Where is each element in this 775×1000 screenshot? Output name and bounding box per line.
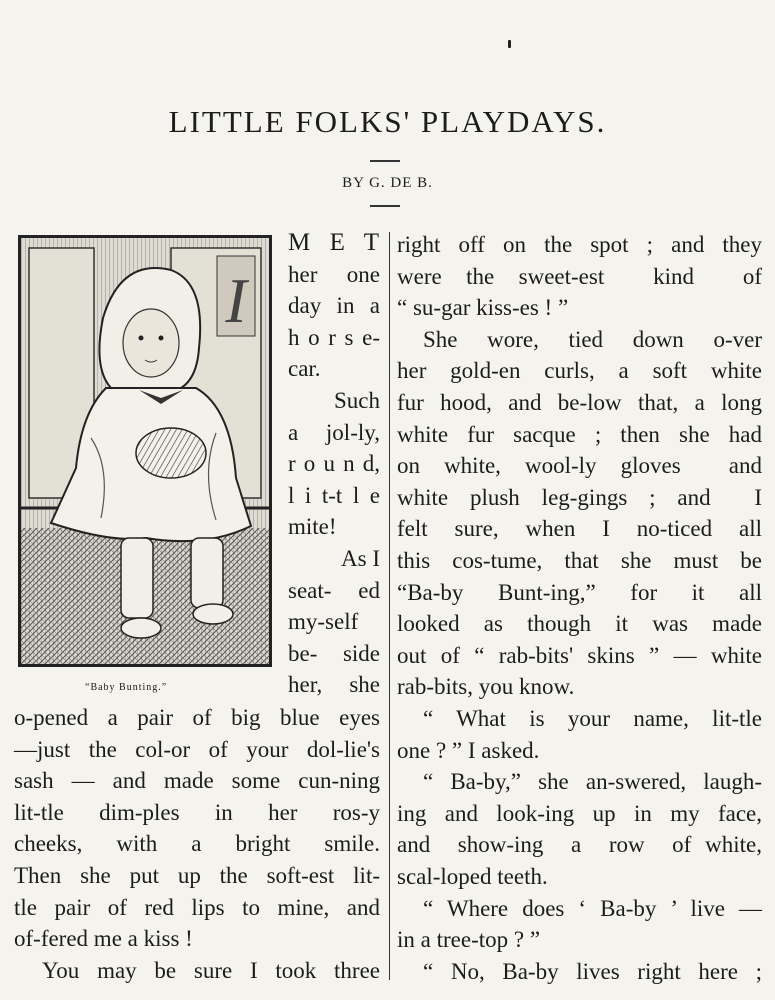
left-text-line: lit-tle dim-ples in her ros-y (14, 799, 380, 825)
narrow-text-line: M E T (288, 229, 380, 256)
narrow-text-line: As I (341, 546, 380, 571)
right-text-line: She wore, tied down o-ver (423, 326, 762, 352)
narrow-text-line: her one (288, 261, 380, 287)
right-text-line: her gold-en curls, a soft white (397, 358, 762, 384)
narrow-text-line: her, she (288, 672, 380, 698)
left-text-line: sash — and made some cun-ning (14, 768, 380, 794)
left-text-line: cheeks, with a bright smile. (14, 831, 380, 857)
narrow-text-line: Such (334, 388, 380, 413)
narrow-text-line: car. (288, 356, 321, 382)
right-text-line: ing and look-ing up in my face, (397, 800, 762, 826)
column-divider (389, 232, 390, 980)
right-text-line: “ Ba-by,” she an-swered, laugh- (423, 769, 762, 795)
narrow-text-line: h o r s e- (288, 324, 380, 350)
narrow-text-line: l i t-t l e (288, 482, 380, 508)
narrow-text-line: seat- ed (288, 577, 380, 603)
right-text-line: rab-bits, you know. (397, 674, 575, 700)
baby-bunting-illustration (18, 235, 272, 667)
article-title: LITTLE FOLKS' PLAYDAYS. (168, 104, 607, 139)
right-text-line: one ? ” I asked. (397, 737, 540, 763)
right-text-line: “ su-gar kiss-es ! ” (397, 295, 569, 321)
right-text-line: and show-ing a row of white, (397, 832, 762, 858)
right-text-line: this cos-tume, that she must be (397, 548, 762, 573)
illustration-caption: “Baby Bunting.” (85, 682, 168, 693)
narrow-text-line: my-self (288, 609, 359, 635)
right-text-line: in a tree-top ? ” (397, 927, 541, 953)
byline-rule (370, 205, 400, 207)
byline: BY G. DE B. (342, 175, 433, 191)
right-text-line: “ Where does ‘ Ba-by ’ live — (423, 895, 762, 921)
left-text-line: Then she put up the soft-est lit- (14, 863, 380, 888)
left-text-line: o-pened a pair of big blue eyes (14, 705, 380, 730)
narrow-text-line: r o u n d, (288, 451, 380, 477)
right-text-line: fur hood, and be-low that, a long (397, 390, 762, 415)
right-text-line: white fur sacque ; then she had (397, 421, 762, 447)
right-text-line: scal-loped teeth. (397, 864, 548, 889)
left-text-line: —just the col-or of your dol-lie's (14, 736, 380, 762)
drop-cap: I (225, 265, 247, 336)
left-text-line: of-fered me a kiss ! (14, 926, 193, 952)
right-text-line: “ No, Ba-by lives right here ; (423, 958, 762, 984)
right-text-line: on white, wool-ly gloves and (397, 453, 762, 479)
narrow-text-line: day in a (288, 293, 380, 319)
right-text-line: out of “ rab-bits' skins ” — white (397, 642, 762, 668)
right-text-line: “Ba-by Bunt-ing,” for it all (397, 579, 762, 605)
left-text-line: You may be sure I took three (42, 957, 380, 983)
narrow-text-line: mite! (288, 514, 337, 540)
right-text-line: were the sweet-est kind of (397, 263, 762, 289)
right-text-line: white plush leg-gings ; and I (397, 484, 762, 510)
right-text-line: “ What is your name, lit-tle (423, 706, 762, 731)
left-text-line: tle pair of red lips to mine, and (14, 894, 380, 920)
narrow-text-line: be- side (288, 640, 380, 666)
right-text-line: looked as though it was made (397, 611, 762, 637)
narrow-text-line: a jol-ly, (288, 419, 380, 445)
title-rule (370, 160, 400, 162)
right-text-line: felt sure, when I no-ticed all (397, 516, 762, 542)
ink-speck (508, 40, 511, 48)
right-text-line: right off on the spot ; and they (397, 232, 762, 257)
